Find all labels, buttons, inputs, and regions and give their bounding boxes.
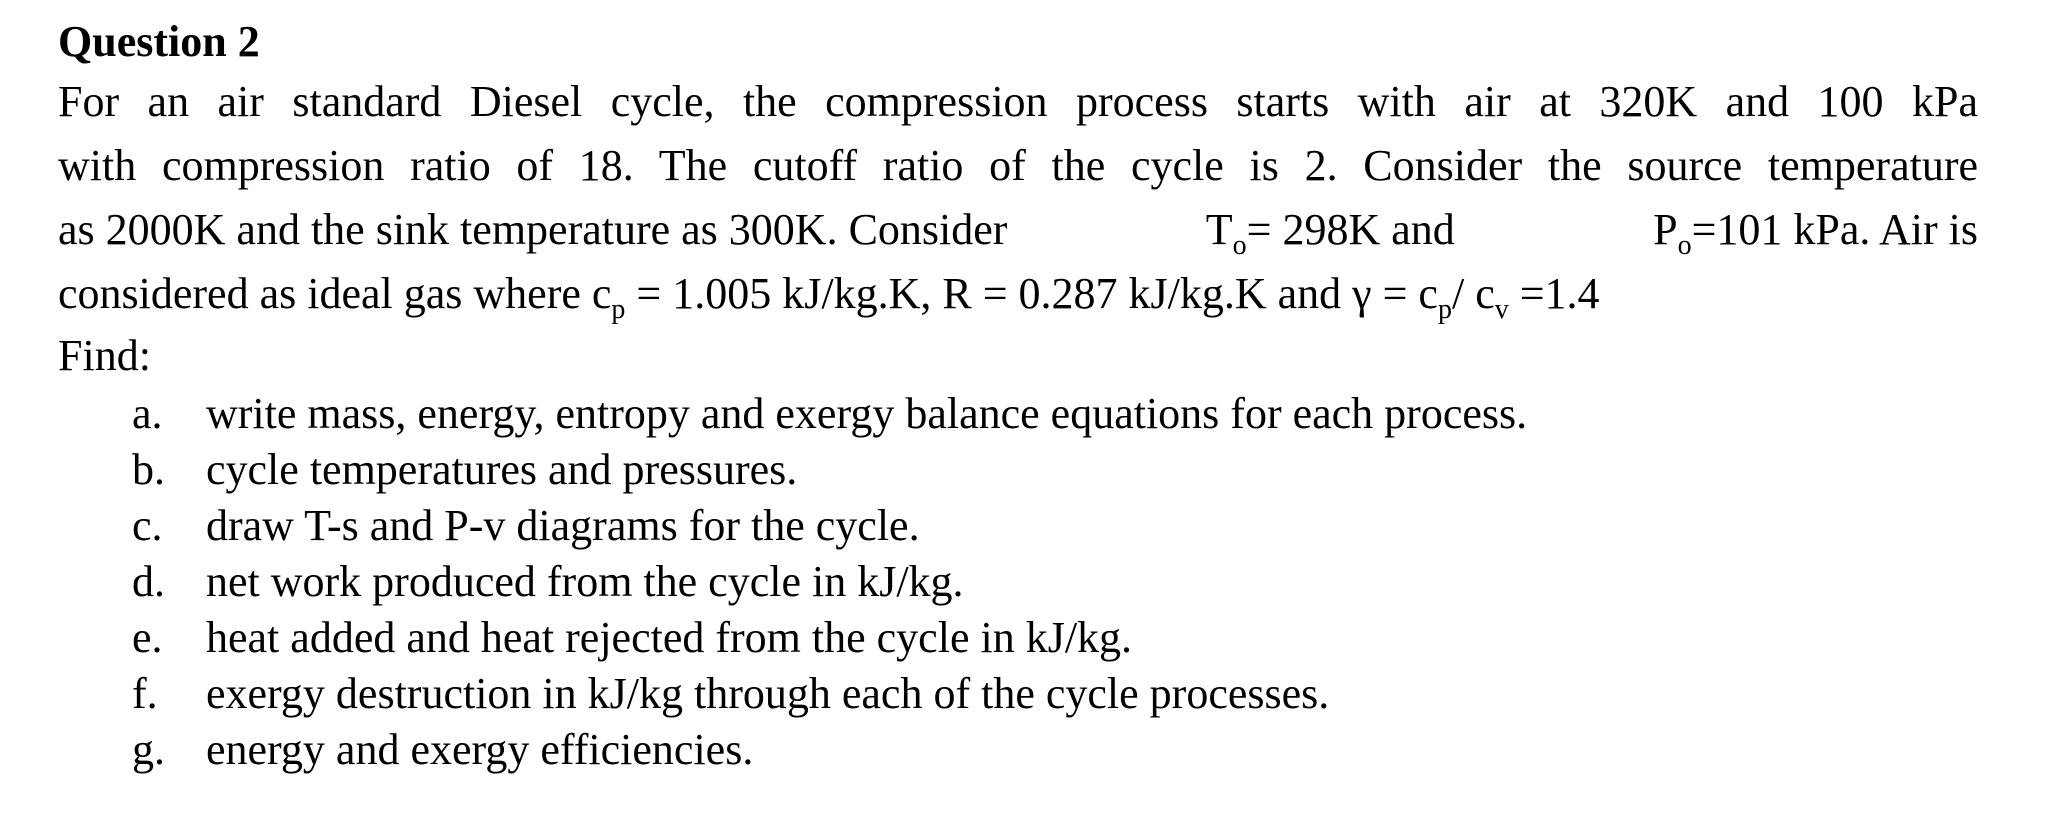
gas-properties-text-b: = 1.005 kJ/kg.K, R = 0.287 kJ/kg.K and γ = c [625,269,1438,318]
statement-line-2-text: with compression ratio of 18. The cutoff ratio of the cycle is 2. Consider the source temperature [58,141,1978,190]
list-item [132,722,1978,778]
list-item-text: cycle temperatures and pressures. [206,445,798,494]
problem-statement [58,70,1978,326]
t0-value: = 298K and [1246,205,1455,254]
cv-subscript: v [1494,294,1509,325]
question-document [58,14,1978,778]
find-label: Find: [58,331,151,380]
t0-symbol: T [1205,205,1233,254]
statement-line-1-text: For an air standard Diesel cycle, the compression process starts with air at 320K and 100 kPa [58,77,1978,126]
list-item-text: net work produced from the cycle in kJ/kg. [206,557,964,606]
list-item [132,610,1978,666]
list-item-text: exergy destruction in kJ/kg through each of the cycle processes. [206,669,1330,718]
cp-subscript: p [611,294,626,325]
list-item [132,666,1978,722]
statement-line-3 [58,198,1978,262]
reference-temperature [1206,198,1455,262]
list-marker: d. [132,557,165,606]
gas-properties [58,262,1600,326]
statement-line-3-text: as 2000K and the sink temperature as 300K. Consider [58,205,1008,254]
list-item-text: heat added and heat rejected from the cycle in kJ/kg. [206,613,1133,662]
list-marker: g. [132,725,165,774]
list-marker: a. [132,389,163,438]
question-title: Question 2 [58,17,260,66]
gas-properties-text-c: / c [1451,269,1495,318]
list-item-text: energy and exergy efficiencies. [206,725,754,774]
list-marker: f. [132,669,158,718]
p0-value: =101 kPa. Air is [1691,205,1978,254]
gas-properties-text-a: considered as ideal gas where c [58,269,612,318]
t0-subscript: o [1232,230,1247,261]
list-item-text: write mass, energy, entropy and exergy balance equations for each process. [206,389,1528,438]
reference-pressure [1653,198,1978,262]
list-item [132,498,1978,554]
list-item [132,386,1978,442]
list-marker: c. [132,501,163,550]
p0-symbol: P [1653,205,1678,254]
list-item-text: draw T-s and P-v diagrams for the cycle. [206,501,920,550]
list-marker: b. [132,445,165,494]
list-item [132,554,1978,610]
p0-subscript: o [1677,230,1692,261]
list-marker: e. [132,613,163,662]
statement-line-4 [58,262,1978,326]
tasks-list [58,386,1978,778]
cp-subscript-2: p [1437,294,1452,325]
statement-line-1 [58,70,1978,134]
gas-properties-text-d: =1.4 [1508,269,1600,318]
statement-line-2 [58,134,1978,198]
list-item [132,442,1978,498]
